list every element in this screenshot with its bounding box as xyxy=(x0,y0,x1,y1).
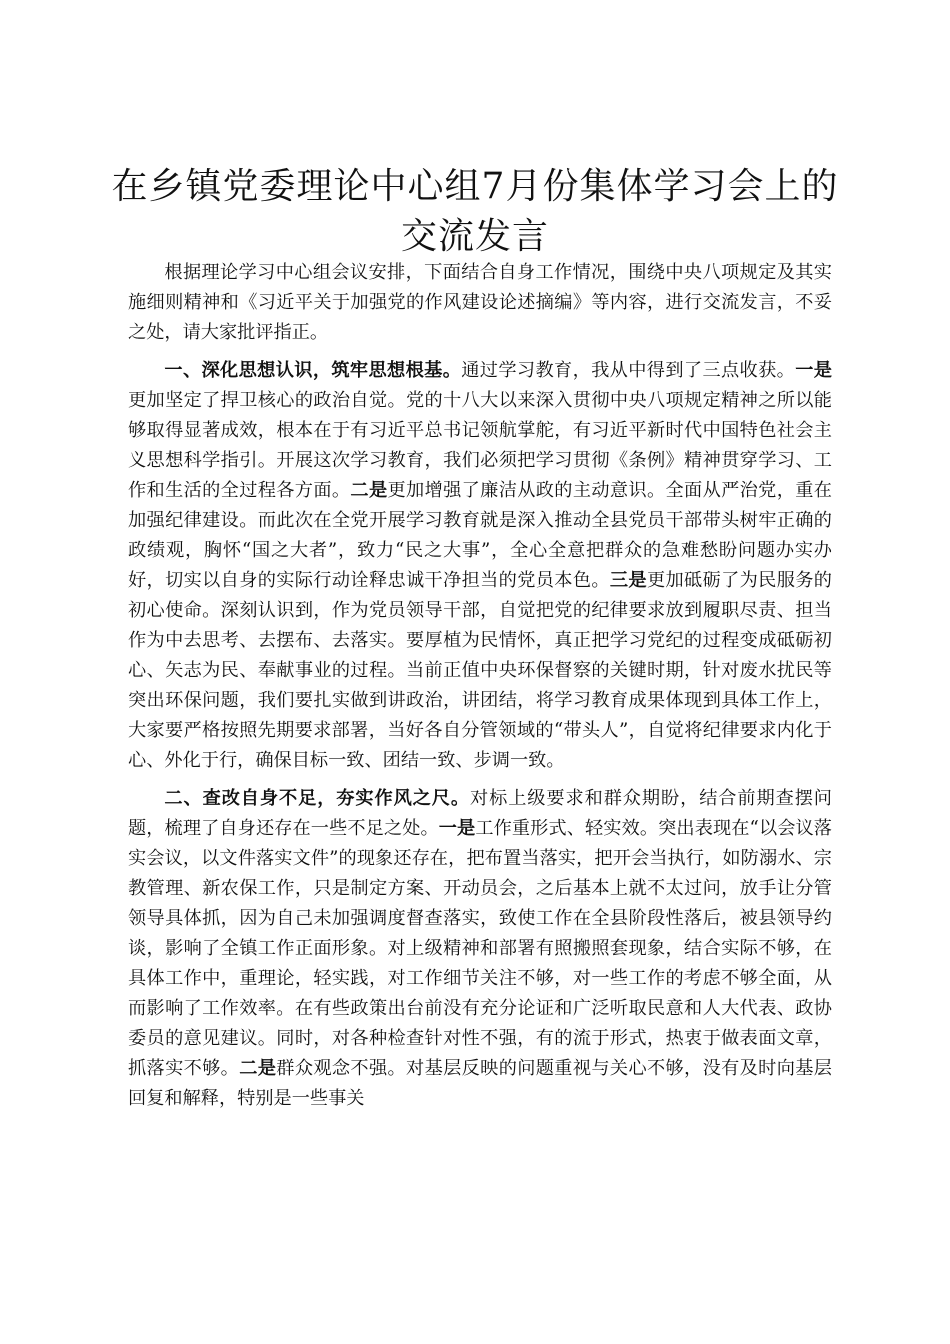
section-2-lead: 对标上级要求和群众期盼，结合前期查摆问题，梳理了自身还存在一些不足之处。 xyxy=(128,788,832,839)
intro-paragraph: 根据理论学习中心组会议安排，下面结合自身工作情况，围绕中央八项规定及其实施细则精神和《习近平关于加强党的作风建设论述摘编》等内容，进行交流发言，不妥之处，请大家批评指正。 xyxy=(128,262,832,343)
document-body xyxy=(128,258,832,1122)
section-1-point-1-text: 更加坚定了捍卫核心的政治自觉。党的十八大以来深入贯彻中央八项规定精神之所以能够取得显著成效，根本在于有习近平总书记领航掌舵，有习近平新时代中国特色社会主义思想科学指引。开展这次学习教育，我们必须把学习贯彻《条例》精神贯穿学习、工作和生活的全过程各方面。 xyxy=(128,390,832,501)
section-2-point-1-text: 工作重形式、轻实效。突出表现在“以会议落实会议，以文件落实文件”的现象还存在，把布置当落实，把开会当执行，如防溺水、宗教管理、新农保工作，只是制定方案、开动员会，之后基本上就不太过问，放手让分管领导具体抓，因为自己未加强调度督查落实，致使工作在全县阶段性落后，被县领导约谈，影响了全镇工作正面形象。对上级精神和部署有照搬照套现象，结合实际不够，在具体工作中，重理论，轻实践，对工作细节关注不够，对一些工作的考虑不够全面，从而影响了工作效率。在有些政策出台前没有充分论证和广泛听取民意和人大代表、政协委员的意见建议。同时，对各种检查针对性不强，有的流于形式，热衷于做表面文章，抓落实不够。 xyxy=(128,818,832,1079)
section-2-paragraph xyxy=(128,784,832,1114)
section-2-heading: 二、查改自身不足，夯实作风之尺。 xyxy=(164,788,470,809)
section-1-point-3-text: 更加砥砺了为民服务的初心使命。深刻认识到，作为党员领导干部，自觉把党的纪律要求放到履职尽责、担当作为中去思考、去摆布、去落实。要厚植为民情怀，真正把学习党纪的过程变成砥砺初心、矢志为民、奉献事业的过程。当前正值中央环保督察的关键时期，针对废水扰民等突出环保问题，我们要扎实做到讲政治，讲团结，将学习教育成果体现到具体工作上，大家要严格按照先期要求部署，当好各自分管领域的“带头人”，自觉将纪律要求内化于心、外化于行，确保目标一致、团结一致、步调一致。 xyxy=(128,570,832,771)
section-1-point-3-label: 三是 xyxy=(609,570,647,591)
section-1-lead: 通过学习教育，我从中得到了三点收获。 xyxy=(461,360,796,381)
section-1-point-2-label: 二是 xyxy=(350,480,388,501)
section-2-point-2-label: 二是 xyxy=(239,1058,277,1079)
section-2-point-2-text: 群众观念不强。对基层反映的问题重视与关心不够，没有及时向基层回复和解释，特别是一些事关 xyxy=(128,1058,832,1109)
section-1-point-1-label: 一是 xyxy=(795,360,832,381)
section-1-heading: 一、深化思想认识，筑牢思想根基。 xyxy=(164,360,462,381)
section-2-point-1-label: 一是 xyxy=(438,818,476,839)
document-title xyxy=(100,162,850,262)
title-line-2: 交流发言 xyxy=(400,216,549,257)
title-line-1: 在乡镇党委理论中心组7月份集体学习会上的 xyxy=(111,166,839,207)
section-1-point-2-text: 更加增强了廉洁从政的主动意识。全面从严治党，重在加强纪律建设。而此次在全党开展学习教育就是深入推动全县党员干部带头树牢正确的政绩观，胸怀“国之大者”，致力“民之大事”，全心全意把群众的急难愁盼问题办实办好，切实以自身的实际行动诠释忠诚干净担当的党员本色。 xyxy=(128,480,832,591)
section-1-paragraph xyxy=(128,356,832,776)
